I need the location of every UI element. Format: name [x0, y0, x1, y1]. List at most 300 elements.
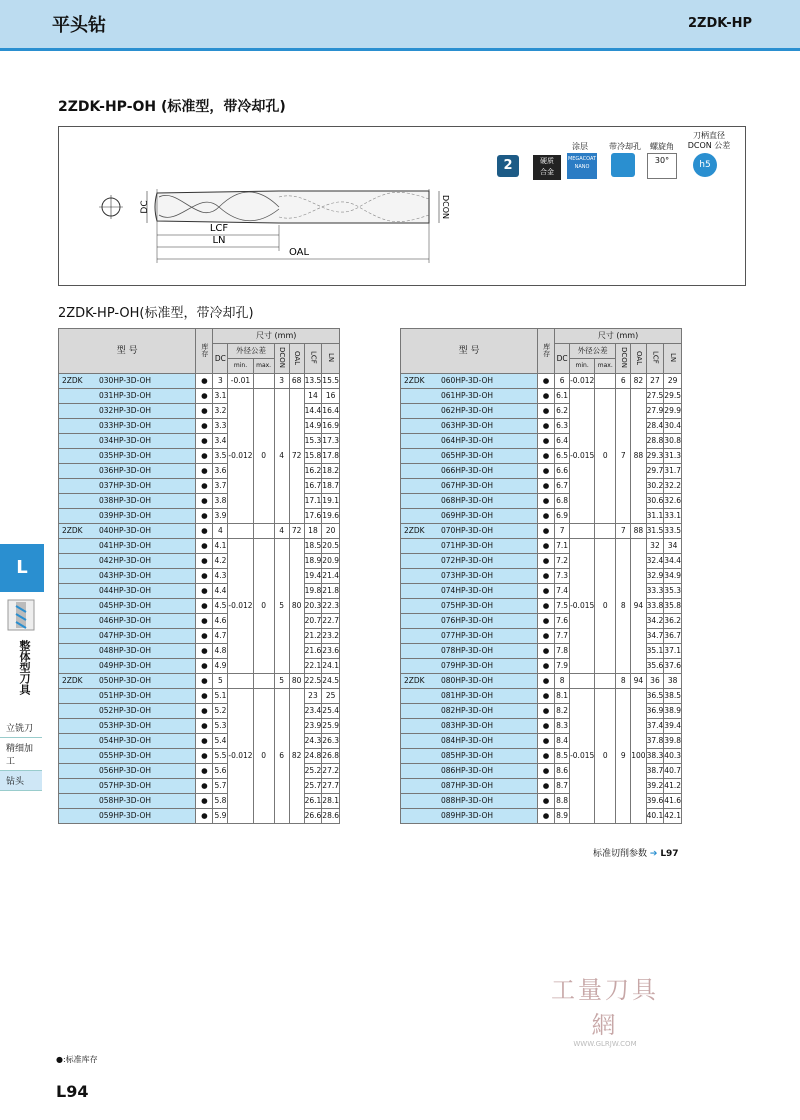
ln-cell: 36.7	[664, 629, 682, 644]
lcf-cell: 18	[304, 524, 322, 539]
lcf-cell: 17.1	[304, 494, 322, 509]
ln-header-text: LN	[327, 353, 336, 363]
ln-cell: 30.8	[664, 434, 682, 449]
lcf-cell: 23.9	[304, 719, 322, 734]
ln-cell: 23.6	[322, 644, 340, 659]
oal-cell: 88	[631, 524, 646, 539]
dc-cell: 5.8	[213, 794, 228, 809]
dc-cell: 6.6	[555, 464, 570, 479]
ln-cell: 31.7	[664, 464, 682, 479]
series-cell	[59, 554, 97, 569]
model-cell: 036HP-3D-OH	[96, 464, 196, 479]
model-cell: 059HP-3D-OH	[96, 809, 196, 824]
model-header: 型 号	[59, 329, 196, 374]
ln-cell: 26.3	[322, 734, 340, 749]
series-cell	[401, 389, 439, 404]
ln-cell: 19.6	[322, 509, 340, 524]
shank-label-1: 刀柄直径	[693, 131, 725, 140]
dc-label: DC	[140, 200, 150, 214]
model-cell: 087HP-3D-OH	[438, 779, 538, 794]
tol-min-cell: -0.015	[570, 689, 595, 824]
ln-cell: 34.9	[664, 569, 682, 584]
dc-cell: 7.9	[555, 659, 570, 674]
ln-cell: 22.7	[322, 614, 340, 629]
stock-cell: ●	[538, 644, 555, 659]
lcf-cell: 32.4	[646, 554, 664, 569]
stock-cell: ●	[196, 584, 213, 599]
series-cell: 2ZDK	[59, 674, 97, 689]
model-cell: 067HP-3D-OH	[438, 479, 538, 494]
series-cell	[59, 449, 97, 464]
series-cell	[401, 719, 439, 734]
lcf-cell: 17.6	[304, 509, 322, 524]
ln-cell: 16.4	[322, 404, 340, 419]
series-cell	[59, 599, 97, 614]
ln-cell: 37.1	[664, 644, 682, 659]
series-cell	[59, 659, 97, 674]
ln-cell: 20.9	[322, 554, 340, 569]
oal-header	[289, 344, 304, 374]
stock-cell: ●	[538, 749, 555, 764]
oal-cell: 94	[631, 674, 646, 689]
dc-cell: 3.2	[213, 404, 228, 419]
stock-cell: ●	[538, 569, 555, 584]
model-cell: 035HP-3D-OH	[96, 449, 196, 464]
dc-cell: 7.5	[555, 599, 570, 614]
lcf-header	[304, 344, 322, 374]
dc-cell: 4.7	[213, 629, 228, 644]
model-cell: 080HP-3D-OH	[438, 674, 538, 689]
dcon-cell: 9	[616, 689, 631, 824]
lcf-cell: 15.8	[304, 449, 322, 464]
ln-cell: 40.7	[664, 764, 682, 779]
oal-header	[631, 344, 646, 374]
model-cell: 070HP-3D-OH	[438, 524, 538, 539]
standard-cutting-note[interactable]	[593, 846, 679, 859]
oal-header-text: OAL	[634, 350, 643, 365]
series-cell	[401, 479, 439, 494]
series-cell: 2ZDK	[401, 374, 439, 389]
side-section-letter[interactable]: L	[0, 544, 44, 592]
dims-header: 尺寸 (mm)	[555, 329, 682, 344]
stock-cell: ●	[196, 809, 213, 824]
ln-cell: 25.4	[322, 704, 340, 719]
lcf-label: LCF	[209, 223, 229, 234]
ln-cell: 39.8	[664, 734, 682, 749]
table-title: 2ZDK-HP-OH(标准型，带冷却孔)	[58, 306, 254, 321]
series-cell	[401, 464, 439, 479]
series-cell	[59, 584, 97, 599]
series-cell	[59, 734, 97, 749]
series-cell	[59, 794, 97, 809]
dcon-header-text: DCON	[619, 347, 628, 369]
oal-cell: 80	[289, 674, 304, 689]
dc-cell: 3.3	[213, 419, 228, 434]
ln-cell: 28.1	[322, 794, 340, 809]
model-cell: 051HP-3D-OH	[96, 689, 196, 704]
oal-cell: 72	[289, 389, 304, 524]
oal-cell: 80	[289, 539, 304, 674]
model-cell: 089HP-3D-OH	[438, 809, 538, 824]
stock-cell: ●	[538, 449, 555, 464]
min-header: min.	[570, 359, 595, 374]
dc-cell: 8.5	[555, 749, 570, 764]
ln-cell: 18.7	[322, 479, 340, 494]
material-badge	[533, 155, 561, 180]
ln-cell: 29.9	[664, 404, 682, 419]
side-tab-endmill[interactable]: 立铣刀	[0, 718, 42, 738]
dc-cell: 5.7	[213, 779, 228, 794]
side-tab-finishing[interactable]: 精细加工	[0, 738, 42, 771]
series-cell	[401, 569, 439, 584]
series-cell	[59, 644, 97, 659]
stock-cell: ●	[538, 389, 555, 404]
side-tabs	[0, 718, 42, 791]
model-cell: 043HP-3D-OH	[96, 569, 196, 584]
dc-cell: 8.6	[555, 764, 570, 779]
lcf-cell: 24.3	[304, 734, 322, 749]
series-cell	[59, 569, 97, 584]
page-number: L94	[56, 1082, 89, 1101]
dcon-cell: 4	[274, 389, 289, 524]
dcon-cell: 6	[616, 374, 631, 389]
dcon-cell: 4	[274, 524, 289, 539]
dc-cell: 7.8	[555, 644, 570, 659]
model-header: 型 号	[401, 329, 538, 374]
side-tab-drill[interactable]: 钻头	[0, 771, 42, 791]
helix-label: 螺旋角	[650, 142, 674, 151]
dc-cell: 5.2	[213, 704, 228, 719]
series-cell	[401, 749, 439, 764]
model-cell: 068HP-3D-OH	[438, 494, 538, 509]
tol-max-cell: 0	[253, 389, 274, 524]
oal-cell: 72	[289, 524, 304, 539]
table-row	[59, 374, 340, 389]
lcf-cell: 33.3	[646, 584, 664, 599]
stock-cell: ●	[196, 389, 213, 404]
dc-cell: 4.5	[213, 599, 228, 614]
lcf-cell: 38.3	[646, 749, 664, 764]
dc-cell: 3.1	[213, 389, 228, 404]
model-cell: 057HP-3D-OH	[96, 779, 196, 794]
lcf-cell: 27.5	[646, 389, 664, 404]
section-title: 2ZDK-HP-OH (标准型，带冷却孔)	[58, 99, 286, 115]
model-cell: 030HP-3D-OH	[96, 374, 196, 389]
model-cell: 046HP-3D-OH	[96, 614, 196, 629]
model-cell: 048HP-3D-OH	[96, 644, 196, 659]
ln-cell: 18.2	[322, 464, 340, 479]
series-cell	[401, 764, 439, 779]
stock-cell: ●	[196, 689, 213, 704]
table-row	[401, 539, 682, 554]
dc-cell: 7.3	[555, 569, 570, 584]
stock-cell: ●	[196, 569, 213, 584]
series-cell	[401, 779, 439, 794]
series-cell	[59, 764, 97, 779]
series-cell: 2ZDK	[401, 674, 439, 689]
std-cut-label: 标准切削参数	[593, 849, 648, 859]
ln-cell: 22.3	[322, 599, 340, 614]
tol-min-cell: -0.012	[570, 374, 595, 389]
lcf-cell: 36	[646, 674, 664, 689]
lcf-cell: 37.8	[646, 734, 664, 749]
series-cell: 2ZDK	[59, 374, 97, 389]
table-row	[59, 689, 340, 704]
tol-max-cell	[253, 524, 274, 539]
model-cell: 083HP-3D-OH	[438, 719, 538, 734]
dcon-header-text: DCON	[278, 347, 287, 369]
model-cell: 073HP-3D-OH	[438, 569, 538, 584]
series-cell	[59, 779, 97, 794]
dc-cell: 7.7	[555, 629, 570, 644]
stock-cell: ●	[196, 449, 213, 464]
ln-cell: 21.8	[322, 584, 340, 599]
stock-cell: ●	[538, 584, 555, 599]
series-cell	[401, 614, 439, 629]
lcf-cell: 34.7	[646, 629, 664, 644]
stock-cell: ●	[196, 479, 213, 494]
stock-cell: ●	[196, 509, 213, 524]
dc-cell: 7.2	[555, 554, 570, 569]
series-cell	[401, 809, 439, 824]
dcon-header	[616, 344, 631, 374]
model-cell: 085HP-3D-OH	[438, 749, 538, 764]
dc-cell: 6.3	[555, 419, 570, 434]
oal-cell: 88	[631, 389, 646, 524]
stock-cell: ●	[538, 689, 555, 704]
lcf-cell: 21.2	[304, 629, 322, 644]
ln-cell: 40.3	[664, 749, 682, 764]
tol-max-cell	[595, 674, 616, 689]
dc-cell: 6.8	[555, 494, 570, 509]
ln-cell: 30.4	[664, 419, 682, 434]
dc-header: DC	[555, 344, 570, 374]
table-row	[401, 374, 682, 389]
header-row	[401, 329, 682, 344]
lcf-cell: 28.4	[646, 419, 664, 434]
ln-cell: 20.5	[322, 539, 340, 554]
tol-min-cell: -0.01	[228, 374, 253, 389]
series-cell	[401, 554, 439, 569]
stock-cell: ●	[538, 509, 555, 524]
ln-header	[322, 344, 340, 374]
dc-cell: 6.1	[555, 389, 570, 404]
stock-cell: ●	[196, 749, 213, 764]
lcf-cell: 13.5	[304, 374, 322, 389]
table-row	[401, 389, 682, 404]
footer-note: ●:标准库存	[56, 1055, 98, 1064]
stock-cell: ●	[196, 434, 213, 449]
lcf-cell: 25.7	[304, 779, 322, 794]
dc-cell: 8.3	[555, 719, 570, 734]
watermark-url: WWW.GLRJW.COM	[573, 1040, 637, 1048]
dc-cell: 8.7	[555, 779, 570, 794]
series-cell	[401, 419, 439, 434]
model-cell: 049HP-3D-OH	[96, 659, 196, 674]
dc-cell: 5.5	[213, 749, 228, 764]
series-cell	[401, 449, 439, 464]
lcf-header	[646, 344, 664, 374]
ln-cell: 36.2	[664, 614, 682, 629]
lcf-cell: 27	[646, 374, 664, 389]
stock-header	[196, 329, 213, 374]
stock-cell: ●	[538, 794, 555, 809]
ln-cell: 17.3	[322, 434, 340, 449]
series-cell	[401, 734, 439, 749]
dc-cell: 8.1	[555, 689, 570, 704]
series-cell	[401, 794, 439, 809]
ln-cell: 33.5	[664, 524, 682, 539]
ln-header	[664, 344, 682, 374]
coating-label: 涂层	[572, 142, 588, 151]
dc-cell: 3.6	[213, 464, 228, 479]
drill-tool-icon	[4, 598, 38, 632]
lcf-cell: 30.2	[646, 479, 664, 494]
series-cell	[59, 494, 97, 509]
ln-cell: 37.6	[664, 659, 682, 674]
ln-cell: 28.6	[322, 809, 340, 824]
ln-cell: 27.2	[322, 764, 340, 779]
series-cell	[401, 599, 439, 614]
lcf-cell: 33.8	[646, 599, 664, 614]
stock-cell: ●	[538, 479, 555, 494]
stock-cell: ●	[196, 779, 213, 794]
dcon-cell: 8	[616, 539, 631, 674]
coating-badge: MEGACOAT NANO	[567, 153, 597, 179]
series-cell	[401, 509, 439, 524]
model-cell: 042HP-3D-OH	[96, 554, 196, 569]
stock-cell: ●	[196, 464, 213, 479]
lcf-cell: 24.8	[304, 749, 322, 764]
stock-cell: ●	[196, 614, 213, 629]
stock-cell: ●	[538, 434, 555, 449]
ln-cell: 34	[664, 539, 682, 554]
lcf-cell: 15.3	[304, 434, 322, 449]
spec-table-left	[58, 328, 340, 824]
max-header: max.	[253, 359, 274, 374]
series-cell	[59, 479, 97, 494]
ln-cell: 35.3	[664, 584, 682, 599]
model-cell: 039HP-3D-OH	[96, 509, 196, 524]
dc-cell: 3.7	[213, 479, 228, 494]
stock-cell: ●	[196, 764, 213, 779]
model-cell: 050HP-3D-OH	[96, 674, 196, 689]
flute-count-badge: 2	[497, 155, 519, 177]
series-cell	[401, 704, 439, 719]
series-cell: 2ZDK	[59, 524, 97, 539]
stock-cell: ●	[538, 779, 555, 794]
lcf-cell: 19.4	[304, 569, 322, 584]
dc-cell: 4.6	[213, 614, 228, 629]
stock-cell: ●	[196, 644, 213, 659]
header-code: 2ZDK-HP	[687, 16, 752, 31]
lcf-header-text: LCF	[651, 351, 660, 365]
dcon-header	[274, 344, 289, 374]
stock-cell: ●	[538, 374, 555, 389]
lcf-cell: 31.5	[646, 524, 664, 539]
ln-cell: 27.7	[322, 779, 340, 794]
dcon-cell: 7	[616, 389, 631, 524]
table-row	[59, 674, 340, 689]
tol-min-cell: -0.012	[228, 389, 253, 524]
lcf-cell: 26.1	[304, 794, 322, 809]
lcf-cell: 27.9	[646, 404, 664, 419]
model-cell: 074HP-3D-OH	[438, 584, 538, 599]
material-line-1: 硬质	[540, 157, 554, 165]
ln-label: LN	[212, 235, 226, 246]
ln-cell: 33.1	[664, 509, 682, 524]
stock-cell: ●	[538, 764, 555, 779]
stock-cell: ●	[196, 704, 213, 719]
model-cell: 037HP-3D-OH	[96, 479, 196, 494]
model-cell: 045HP-3D-OH	[96, 599, 196, 614]
helix-icon: 30°	[647, 153, 677, 179]
dc-cell: 8	[555, 674, 570, 689]
ln-cell: 38.9	[664, 704, 682, 719]
model-cell: 076HP-3D-OH	[438, 614, 538, 629]
dc-cell: 7	[555, 524, 570, 539]
stock-cell: ●	[196, 404, 213, 419]
shank-label	[679, 131, 739, 151]
ln-cell: 31.3	[664, 449, 682, 464]
model-cell: 041HP-3D-OH	[96, 539, 196, 554]
lcf-cell: 25.2	[304, 764, 322, 779]
dc-cell: 4.9	[213, 659, 228, 674]
stock-cell: ●	[196, 419, 213, 434]
series-cell	[59, 434, 97, 449]
ln-cell: 38.5	[664, 689, 682, 704]
tol-header: 外径公差	[570, 344, 616, 359]
series-cell	[59, 419, 97, 434]
stock-cell: ●	[196, 674, 213, 689]
dc-cell: 7.1	[555, 539, 570, 554]
lcf-cell: 32.9	[646, 569, 664, 584]
ln-cell: 25.9	[322, 719, 340, 734]
lcf-header-text: LCF	[309, 351, 318, 365]
tol-min-cell: -0.015	[570, 389, 595, 524]
dc-cell: 6.5	[555, 449, 570, 464]
stock-cell: ●	[196, 659, 213, 674]
drill-diagram	[58, 126, 746, 286]
stock-cell: ●	[538, 719, 555, 734]
lcf-cell: 32	[646, 539, 664, 554]
model-cell: 044HP-3D-OH	[96, 584, 196, 599]
std-cut-ref[interactable]: L97	[660, 849, 679, 859]
oal-cell: 82	[289, 689, 304, 824]
stock-cell: ●	[538, 659, 555, 674]
table-row	[59, 539, 340, 554]
dc-cell: 5.6	[213, 764, 228, 779]
dc-cell: 8.8	[555, 794, 570, 809]
stock-cell: ●	[196, 374, 213, 389]
lcf-cell: 39.2	[646, 779, 664, 794]
series-cell: 2ZDK	[401, 524, 439, 539]
stock-cell: ●	[538, 734, 555, 749]
tol-min-cell: -0.012	[228, 539, 253, 674]
ln-cell: 23.2	[322, 629, 340, 644]
model-cell: 062HP-3D-OH	[438, 404, 538, 419]
stock-cell: ●	[196, 599, 213, 614]
model-cell: 084HP-3D-OH	[438, 734, 538, 749]
lcf-cell: 20.3	[304, 599, 322, 614]
series-cell	[401, 689, 439, 704]
table-row	[59, 524, 340, 539]
tol-max-cell: 0	[595, 539, 616, 674]
lcf-cell: 38.7	[646, 764, 664, 779]
model-cell: 072HP-3D-OH	[438, 554, 538, 569]
tol-min-cell	[228, 524, 253, 539]
dc-cell: 6.2	[555, 404, 570, 419]
